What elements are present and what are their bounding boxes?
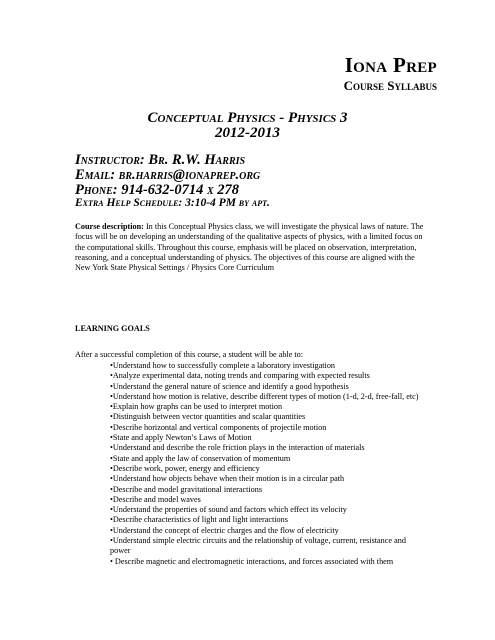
course-description-text: In this Conceptual Physics class, we will investigate the physical laws of nature. The focus will be on developing an understanding of the qualitative aspects of physics, with a limited focus on the computational skills. Throughout this course, emphasis will be placed on observation, interpretation, reasoning, and a conceptual understanding of physics. The objectives of this course are aligned with the New York State Physical Settings / Physics Core Curriculum	[75, 222, 424, 273]
course-description-label: Course description:	[75, 222, 144, 231]
instructor-phone: Phone: 914-632-0714 x 278	[75, 182, 240, 198]
school-name: Iona Prep	[344, 53, 437, 77]
course-years: 2012-2013	[215, 125, 280, 141]
list-item: •Understand simple electric circuits and the relationship of voltage, current, resistance and power	[110, 536, 406, 556]
learning-goals-heading: LEARNING GOALS	[75, 324, 150, 333]
list-item: •Understand how objects behave when their motion is in a circular path	[110, 474, 345, 484]
list-item: •Understand how to successfully complete a laboratory investigation	[110, 361, 336, 370]
list-item: •Distinguish between vector quantities and scalar quantities	[110, 412, 306, 422]
list-item: •Understand the properties of sound and factors which effect its velocity	[110, 505, 347, 515]
course-description	[75, 222, 425, 273]
list-item: •Explain how graphs can be used to interpret motion	[110, 402, 283, 412]
extra-help-schedule: Extra Help Schedule: 3:10-4 PM by apt.	[75, 197, 270, 209]
list-item: •State and apply the law of conservation of momentum	[110, 453, 291, 463]
list-item: •Analyze experimental data, noting trends and comparing with expected results	[110, 371, 370, 381]
list-item: •Describe work, power, energy and efficiency	[110, 463, 260, 473]
list-item: •Describe horizontal and vertical components of projectile motion	[110, 422, 327, 432]
list-item: •Understand the general nature of science and identify a good hypothesis	[110, 381, 349, 391]
list-item: • Describe magnetic and electromagnetic interactions, and forces associated with them	[110, 556, 394, 566]
list-item: •State and apply Newton’s Laws of Motion	[110, 433, 252, 443]
list-item: •Describe and model waves	[110, 494, 201, 504]
list-item: •Describe characteristics of light and light interactions	[110, 515, 288, 525]
instructor-name: Instructor: Br. R.W. Harris	[75, 152, 246, 168]
course-title: Conceptual Physics - Physics 3	[147, 110, 348, 126]
learning-goals-list	[110, 361, 425, 567]
list-item: •Describe and model gravitational interactions	[110, 484, 263, 494]
list-item: •Understand the concept of electric charges and the flow of electricity	[110, 525, 339, 535]
learning-goals-intro: After a successful completion of this course, a student will be able to:	[75, 350, 304, 359]
instructor-email: Email: br.harris@ionaprep.org	[75, 167, 261, 183]
list-item: •Understand how motion is relative, describe different types of motion (1-d, 2-d, free-fall, etc)	[110, 391, 419, 401]
list-item: •Understand and describe the role friction plays in the interaction of materials	[110, 443, 365, 453]
document-type: Course Syllabus	[343, 78, 437, 93]
